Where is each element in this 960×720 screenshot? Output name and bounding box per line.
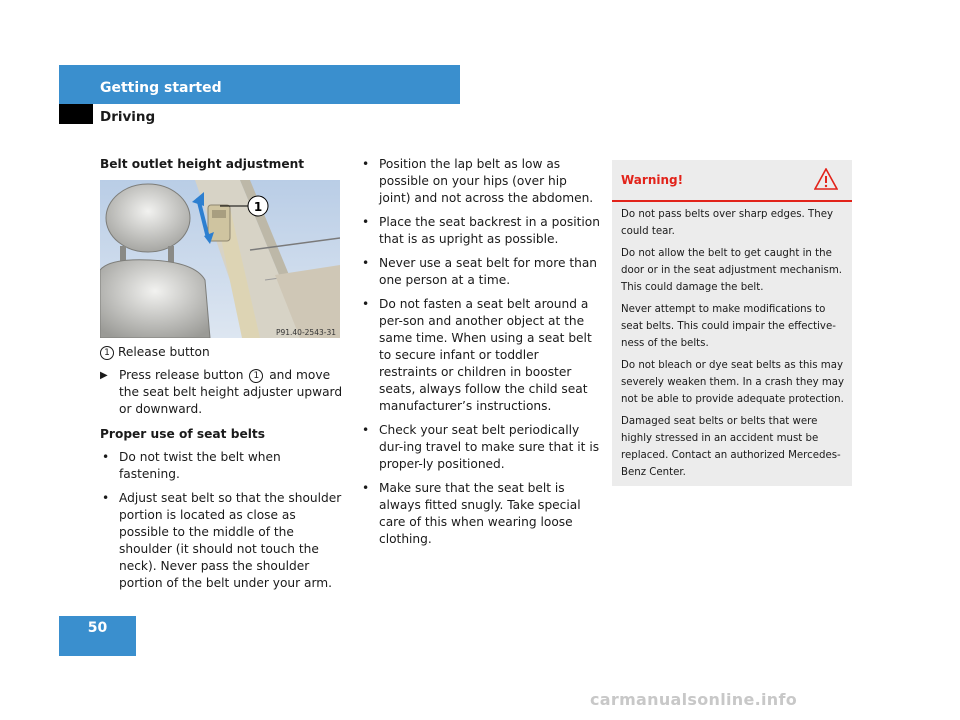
page-number: 50 <box>87 620 108 636</box>
list-item: • Place the seat backrest in a position that is as upright as possible. <box>362 215 600 246</box>
arrow-icon: ▶ <box>100 370 108 381</box>
warning-paragraph: Do not allow the belt to get caught in the door or in the seat adjustment mechanism. This could damage the belt. <box>621 248 842 293</box>
warning-paragraph: Damaged seat belts or belts that were highly stressed in an accident must be replaced. Contact an authorized Mercedes-Benz Center. <box>621 416 841 478</box>
warning-paragraph: Never attempt to make modifications to seat belts. This could impair the effective-ness of the belts. <box>621 304 836 349</box>
list-item: • Do not twist the belt when fastening. <box>102 450 281 481</box>
warning-title: Warning! <box>621 173 684 187</box>
bullet-icon: • <box>362 423 370 437</box>
bullet-icon: • <box>362 215 370 229</box>
callout-marker: 1 <box>100 346 114 360</box>
footer-watermark: carmanualsonline.info <box>590 690 798 709</box>
list-item: • Never use a seat belt for more than one person at a time. <box>362 256 598 287</box>
warning-triangle-icon <box>814 168 838 194</box>
bullet-icon: • <box>102 450 110 464</box>
bullet-icon: • <box>362 157 370 171</box>
bullet-icon: • <box>362 481 370 495</box>
bullet-icon: • <box>362 256 370 270</box>
instruction-step: ▶ Press release button 1 and move the seat belt height adjuster upward or downward. <box>100 368 343 416</box>
warning-header <box>612 160 852 202</box>
header-marker <box>59 104 93 124</box>
middle-column <box>360 156 600 555</box>
list-item: • Adjust seat belt so that the shoulder portion is located as close as possible to the middle of the shoulder (it should not touch the neck). Never pass the shoulder portion of the belt under your arm. <box>102 491 342 590</box>
warning-paragraph: Do not pass belts over sharp edges. They could tear. <box>621 209 833 237</box>
figure-code: P91.40-2543-31 <box>275 328 336 337</box>
bullet-icon: • <box>362 297 370 311</box>
list-item: • Position the lap belt as low as possible on your hips (over hip joint) and not across the abdomen. <box>362 157 594 205</box>
belt-height-heading: Belt outlet height adjustment <box>100 157 305 171</box>
bullet-icon: • <box>102 491 110 505</box>
section-title: Getting started <box>100 80 222 96</box>
illustration-callout-label: 1 <box>253 200 263 214</box>
section-subtitle: Driving <box>100 109 156 125</box>
warning-body <box>621 206 847 486</box>
proper-use-heading: Proper use of seat belts <box>100 427 265 441</box>
list-item: • Do not fasten a seat belt around a per-son and another object at the same time. When using a seat belt to secure infant or toddler restraints or children in booster seats, always follow the child seat manufacturer’s instructions. <box>362 297 592 413</box>
list-item: • Make sure that the seat belt is always fitted snugly. Take special care of this when wearing loose clothing. <box>362 481 581 546</box>
list-item: • Check your seat belt periodically dur-ing travel to make sure that it is proper-ly positioned. <box>362 423 600 471</box>
figure-caption <box>100 344 345 361</box>
warning-box <box>612 160 852 486</box>
seat-belt-illustration <box>100 180 340 338</box>
warning-paragraph: Do not bleach or dye seat belts as this may severely weaken them. In a crash they may not be able to provide adequate protection. <box>621 360 845 405</box>
caption-text: Release button <box>118 345 210 359</box>
callout-marker-inline: 1 <box>249 369 263 383</box>
